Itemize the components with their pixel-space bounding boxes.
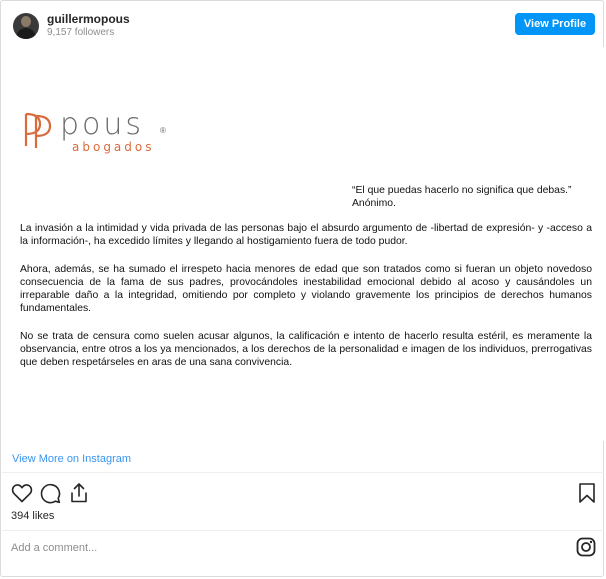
- quote-author: Anónimo.: [352, 198, 396, 209]
- comment-bubble-icon[interactable]: [38, 481, 62, 505]
- pous-logo: [20, 107, 180, 160]
- paragraph-1: La invasión a la intimidad y vida privada de las personas bajo el absurdo argumento de -libertad de expresión- y -acceso a la información-, ha excedido límites y llegando al hostigamiento fuera de todo pudor.: [20, 223, 592, 247]
- bookmark-icon[interactable]: [575, 481, 599, 505]
- username[interactable]: guillermopous: [47, 12, 130, 26]
- avatar[interactable]: [13, 13, 39, 39]
- logo-wordmark: pous: [60, 107, 145, 142]
- pous-logo-mark: [20, 110, 60, 150]
- avatar-head: [21, 16, 31, 27]
- divider: [2, 530, 604, 531]
- share-upload-icon[interactable]: [67, 481, 91, 505]
- instagram-icon[interactable]: [576, 537, 596, 557]
- action-bar: [1, 481, 605, 507]
- paragraph-2: Ahora, además, se ha sumado el irrespeto hacia menores de edad que son tratados como si fueran un objeto novedoso consecuencia de la fama de sus padres, provocándoles inestabilidad emocional debido al acoso y causándoles un irreparable daño a la integridad, omitiendo por completo y violando gravemente los principios de derechos humanos fundamentales.: [20, 264, 592, 314]
- view-profile-button[interactable]: View Profile: [515, 13, 595, 35]
- divider: [2, 472, 604, 473]
- post-media[interactable]: [2, 47, 604, 441]
- paragraph-3: No se trata de censura como suelen acusar algunos, la calificación e intento de hacerlo resulta estéril, es meramente la observancia, entre otros a los ya mencionados, a los derechos de la personalidad e imagen de los individuos, prerrogativas que deben respetárseles en aras de una sana convivencia.: [20, 331, 592, 368]
- heart-icon[interactable]: [10, 481, 34, 505]
- avatar-body: [16, 28, 36, 39]
- post-header: [1, 1, 605, 47]
- logo-registered-mark: ®: [160, 126, 166, 135]
- follower-count: 9,157 followers: [47, 27, 115, 38]
- like-count: 394 likes: [11, 510, 55, 522]
- quote-text: “El que puedas hacerlo no significa que debas.”: [352, 185, 572, 196]
- logo-subtitle: abogados: [72, 140, 155, 154]
- quote: [352, 184, 572, 210]
- comment-input[interactable]: [11, 540, 551, 556]
- view-more-link[interactable]: View More on Instagram: [12, 453, 132, 465]
